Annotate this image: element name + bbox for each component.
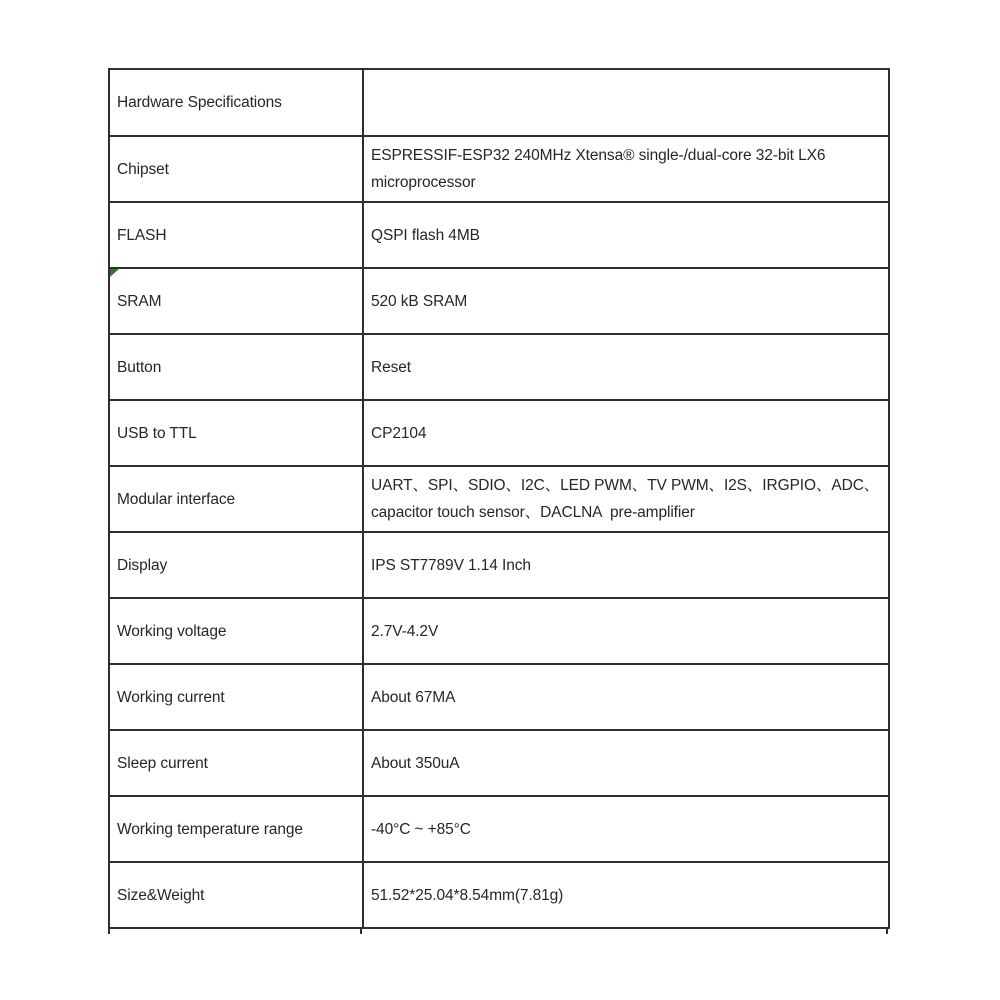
table-row <box>109 796 889 862</box>
spec-value: ESPRESSIF-ESP32 240MHz Xtensa® single-/dual-core 32-bit LX6 microprocessor <box>363 136 889 202</box>
spec-label-cell <box>109 598 363 664</box>
spec-label: SRAM <box>117 292 162 310</box>
spec-value: Reset <box>363 334 889 400</box>
table-title-value-cell <box>363 69 889 136</box>
table-title: Hardware Specifications <box>109 69 363 136</box>
spec-value: 2.7V-4.2V <box>363 598 889 664</box>
spec-label-cell <box>109 466 363 532</box>
spec-label-cell <box>109 136 363 202</box>
hardware-specs-table <box>108 68 890 935</box>
table-continuation-stub <box>108 929 888 935</box>
spec-label: Working voltage <box>117 622 227 640</box>
table-row <box>109 730 889 796</box>
spec-label: Display <box>117 556 168 574</box>
spec-value: UART、SPI、SDIO、I2C、LED PWM、TV PWM、I2S、IRGPIO、ADC、capacitor touch sensor、DACLNA pre-amplifier <box>363 466 889 532</box>
stub-left-border <box>108 929 110 934</box>
table-row <box>109 466 889 532</box>
table-row <box>109 202 889 268</box>
stub-column-divider <box>360 929 362 934</box>
spec-label-cell <box>109 664 363 730</box>
spec-label-cell <box>109 334 363 400</box>
spec-label-cell <box>109 532 363 598</box>
spec-label-cell <box>109 202 363 268</box>
spec-label-cell <box>109 862 363 928</box>
spec-label-cell <box>109 268 363 334</box>
spec-value: About 67MA <box>363 664 889 730</box>
spec-value: CP2104 <box>363 400 889 466</box>
table-row <box>109 400 889 466</box>
table-row <box>109 268 889 334</box>
spec-value: -40°C ~ +85°C <box>363 796 889 862</box>
spec-label: Working temperature range <box>117 820 303 838</box>
spec-label-cell <box>109 730 363 796</box>
spec-table <box>108 68 890 929</box>
spec-label: Size&Weight <box>117 886 205 904</box>
spec-label: Working current <box>117 688 225 706</box>
spec-value: 51.52*25.04*8.54mm(7.81g) <box>363 862 889 928</box>
table-header-row <box>109 69 889 136</box>
spec-value: About 350uA <box>363 730 889 796</box>
table-row <box>109 334 889 400</box>
table-row <box>109 664 889 730</box>
spec-value: 520 kB SRAM <box>363 268 889 334</box>
spec-value: IPS ST7789V 1.14 Inch <box>363 532 889 598</box>
spec-label: Button <box>117 358 162 376</box>
spec-label-cell <box>109 400 363 466</box>
spec-label: USB to TTL <box>117 424 197 442</box>
spec-label-cell <box>109 796 363 862</box>
spec-label: Modular interface <box>117 490 236 508</box>
stub-right-border <box>886 929 888 934</box>
cell-corner-marker-icon <box>110 269 119 277</box>
spec-table-body <box>109 136 889 928</box>
table-row <box>109 532 889 598</box>
table-row <box>109 136 889 202</box>
table-row <box>109 598 889 664</box>
spec-value: QSPI flash 4MB <box>363 202 889 268</box>
spec-label: Sleep current <box>117 754 208 772</box>
spec-label: Chipset <box>117 160 169 178</box>
spec-label: FLASH <box>117 226 167 244</box>
table-row <box>109 862 889 928</box>
